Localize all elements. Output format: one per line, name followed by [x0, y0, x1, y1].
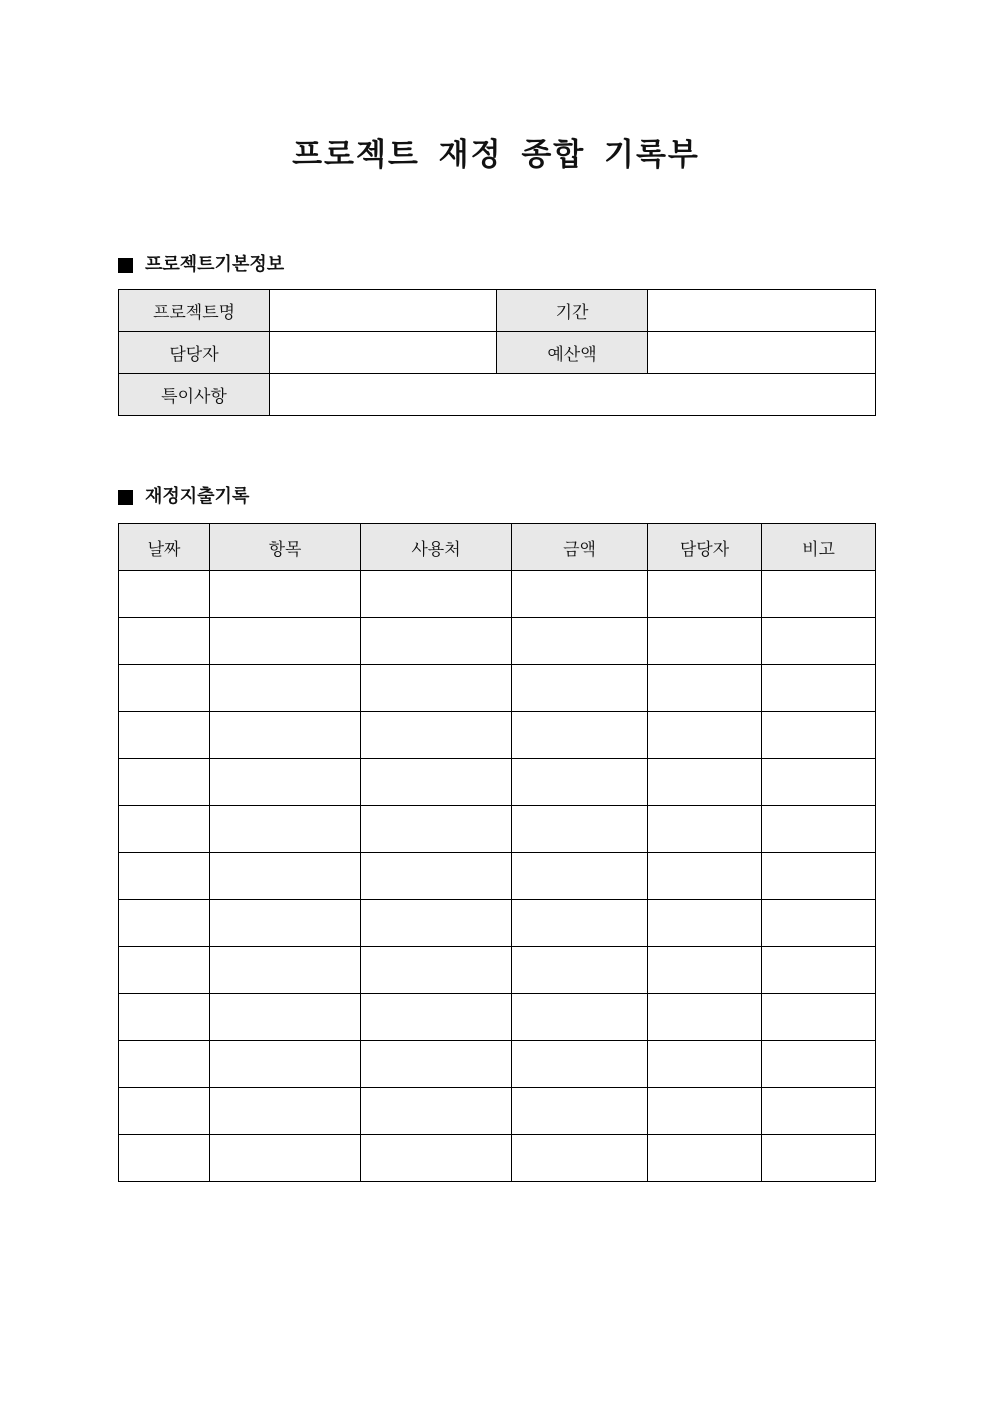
- date-cell[interactable]: [119, 1135, 210, 1182]
- column-header-manager: 담당자: [648, 524, 762, 571]
- manager-cell[interactable]: [648, 853, 762, 900]
- amount-cell[interactable]: [512, 712, 648, 759]
- period-label: 기간: [497, 290, 648, 332]
- vendor-cell[interactable]: [361, 759, 512, 806]
- date-cell[interactable]: [119, 994, 210, 1041]
- table-row: [119, 1041, 876, 1088]
- expense-log-table: [118, 523, 876, 1182]
- table-row: [119, 1135, 876, 1182]
- table-row: [119, 332, 876, 374]
- vendor-cell[interactable]: [361, 806, 512, 853]
- date-cell[interactable]: [119, 947, 210, 994]
- manager-cell[interactable]: [648, 994, 762, 1041]
- amount-cell[interactable]: [512, 1135, 648, 1182]
- section-heading-basic-info: [118, 252, 284, 278]
- remarks-cell[interactable]: [762, 1041, 876, 1088]
- table-row: [119, 806, 876, 853]
- remarks-cell[interactable]: [762, 571, 876, 618]
- manager-cell[interactable]: [648, 1041, 762, 1088]
- date-cell[interactable]: [119, 759, 210, 806]
- item-cell[interactable]: [210, 712, 361, 759]
- vendor-cell[interactable]: [361, 853, 512, 900]
- item-cell[interactable]: [210, 1135, 361, 1182]
- table-row: [119, 994, 876, 1041]
- table-row: [119, 665, 876, 712]
- square-bullet-icon: [118, 258, 133, 273]
- remarks-cell[interactable]: [762, 806, 876, 853]
- period-field[interactable]: [648, 290, 876, 332]
- remarks-cell[interactable]: [762, 1135, 876, 1182]
- section-heading-label: 재정지출기록: [145, 486, 250, 507]
- vendor-cell[interactable]: [361, 712, 512, 759]
- date-cell[interactable]: [119, 712, 210, 759]
- column-header-amount: 금액: [512, 524, 648, 571]
- table-row: [119, 712, 876, 759]
- amount-cell[interactable]: [512, 759, 648, 806]
- vendor-cell[interactable]: [361, 1135, 512, 1182]
- manager-cell[interactable]: [648, 618, 762, 665]
- budget-field[interactable]: [648, 332, 876, 374]
- project-name-label: 프로젝트명: [119, 290, 270, 332]
- manager-cell[interactable]: [648, 806, 762, 853]
- manager-cell[interactable]: [648, 1088, 762, 1135]
- project-name-field[interactable]: [270, 290, 497, 332]
- date-cell[interactable]: [119, 1088, 210, 1135]
- column-header-vendor: 사용처: [361, 524, 512, 571]
- amount-cell[interactable]: [512, 1041, 648, 1088]
- column-header-date: 날짜: [119, 524, 210, 571]
- remarks-cell[interactable]: [762, 618, 876, 665]
- manager-cell[interactable]: [648, 571, 762, 618]
- vendor-cell[interactable]: [361, 665, 512, 712]
- date-cell[interactable]: [119, 1041, 210, 1088]
- item-cell[interactable]: [210, 900, 361, 947]
- table-row: [119, 618, 876, 665]
- table-row: [119, 1088, 876, 1135]
- remarks-cell[interactable]: [762, 1088, 876, 1135]
- remarks-cell[interactable]: [762, 759, 876, 806]
- vendor-cell[interactable]: [361, 900, 512, 947]
- remarks-cell[interactable]: [762, 853, 876, 900]
- manager-cell[interactable]: [648, 900, 762, 947]
- square-bullet-icon: [118, 490, 133, 505]
- remarks-cell[interactable]: [762, 994, 876, 1041]
- date-cell[interactable]: [119, 618, 210, 665]
- manager-cell[interactable]: [648, 712, 762, 759]
- table-row: [119, 290, 876, 332]
- manager-cell[interactable]: [648, 947, 762, 994]
- item-cell[interactable]: [210, 665, 361, 712]
- manager-cell[interactable]: [648, 665, 762, 712]
- item-cell[interactable]: [210, 947, 361, 994]
- manager-cell[interactable]: [648, 759, 762, 806]
- date-cell[interactable]: [119, 806, 210, 853]
- date-cell[interactable]: [119, 571, 210, 618]
- remarks-cell[interactable]: [762, 665, 876, 712]
- table-row: [119, 900, 876, 947]
- remarks-field[interactable]: [270, 374, 876, 416]
- remarks-cell[interactable]: [762, 900, 876, 947]
- amount-cell[interactable]: [512, 571, 648, 618]
- vendor-cell[interactable]: [361, 1088, 512, 1135]
- remarks-label: 특이사항: [119, 374, 270, 416]
- vendor-cell[interactable]: [361, 994, 512, 1041]
- item-cell[interactable]: [210, 1041, 361, 1088]
- amount-cell[interactable]: [512, 853, 648, 900]
- table-row: [119, 374, 876, 416]
- section-heading-expense-log: [118, 484, 249, 510]
- amount-cell[interactable]: [512, 1088, 648, 1135]
- remarks-cell[interactable]: [762, 947, 876, 994]
- vendor-cell[interactable]: [361, 1041, 512, 1088]
- basic-info-table: [118, 289, 876, 416]
- page-title: 프로젝트 재정 종합 기록부: [292, 137, 700, 173]
- amount-cell[interactable]: [512, 900, 648, 947]
- table-row: [119, 853, 876, 900]
- manager-field[interactable]: [270, 332, 497, 374]
- expense-log-body: [119, 571, 876, 1182]
- column-header-item: 항목: [210, 524, 361, 571]
- table-header-row: [119, 524, 876, 571]
- amount-cell[interactable]: [512, 947, 648, 994]
- item-cell[interactable]: [210, 994, 361, 1041]
- amount-cell[interactable]: [512, 806, 648, 853]
- amount-cell[interactable]: [512, 665, 648, 712]
- item-cell[interactable]: [210, 853, 361, 900]
- table-row: [119, 947, 876, 994]
- column-header-remarks: 비고: [762, 524, 876, 571]
- remarks-cell[interactable]: [762, 712, 876, 759]
- vendor-cell[interactable]: [361, 947, 512, 994]
- item-cell[interactable]: [210, 806, 361, 853]
- date-cell[interactable]: [119, 853, 210, 900]
- date-cell[interactable]: [119, 900, 210, 947]
- table-row: [119, 759, 876, 806]
- item-cell[interactable]: [210, 1088, 361, 1135]
- table-row: [119, 571, 876, 618]
- item-cell[interactable]: [210, 571, 361, 618]
- date-cell[interactable]: [119, 665, 210, 712]
- amount-cell[interactable]: [512, 994, 648, 1041]
- item-cell[interactable]: [210, 759, 361, 806]
- budget-label: 예산액: [497, 332, 648, 374]
- amount-cell[interactable]: [512, 618, 648, 665]
- manager-cell[interactable]: [648, 1135, 762, 1182]
- vendor-cell[interactable]: [361, 618, 512, 665]
- manager-label: 담당자: [119, 332, 270, 374]
- item-cell[interactable]: [210, 618, 361, 665]
- vendor-cell[interactable]: [361, 571, 512, 618]
- section-heading-label: 프로젝트기본정보: [145, 254, 285, 275]
